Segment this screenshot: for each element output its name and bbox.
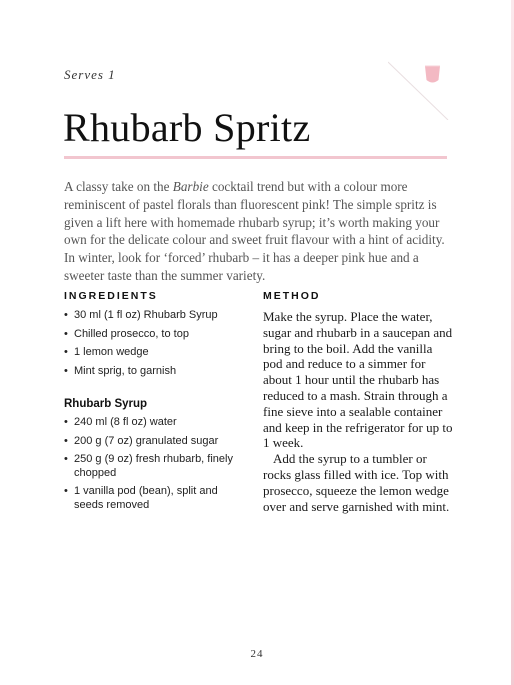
syrup-ingredients-list [64, 416, 244, 512]
list-item: • Mint sprig, to garnish [64, 365, 244, 379]
intro-emphasis: Barbie [172, 179, 209, 194]
intro-text-start: A classy take on the [64, 179, 173, 194]
list-item: • 250 g (9 oz) fresh rhubarb, finely chopped [64, 453, 244, 480]
intro-text-end: cocktail trend but with a colour more reminiscent of pastel florals than fluorescent pink! The simple spritz is given a lift here with homemade rhubarb syrup; it’s worth making your own for the delicate colour and sweet fruit flavour with a hint of acidity. In winter, look for ‘forced’ rhubarb – it has a deeper pink hue and a sweeter taste than the summer variety. [64, 179, 445, 283]
ingredients-column [64, 290, 244, 517]
recipe-title: Rhubarb Spritz [63, 105, 311, 150]
method-step-2: Add the syrup to a tumbler or rocks glass filled with ice. Top with prosecco, squeeze the lemon wedge over and serve garnished with mint. [263, 451, 450, 514]
ingredients-list [64, 309, 244, 378]
ingredients-heading: INGREDIENTS [64, 290, 158, 302]
list-item: • 1 lemon wedge [64, 346, 244, 360]
page-number: 24 [250, 648, 264, 660]
list-item: • 30 ml (1 fl oz) Rhubarb Syrup [64, 309, 244, 323]
syrup-subheading: Rhubarb Syrup [64, 398, 148, 410]
method-step-1: Make the syrup. Place the water, sugar and rhubarb in a saucepan and bring to the boil. Add the vanilla pod and reduce to a simmer for about 1 hour until the rhubarb has reduced to a mash. Strain through a fine sieve into a sealable container and keep in the refrigerator for up to 1 week. [263, 309, 453, 451]
list-item: • Chilled prosecco, to top [64, 328, 244, 342]
serves-label: Serves 1 [64, 67, 116, 82]
list-item: • 240 ml (8 fl oz) water [64, 416, 244, 430]
method-heading: METHOD [263, 290, 321, 302]
intro-paragraph [64, 178, 448, 285]
list-item: • 1 vanilla pod (bean), split and seeds removed [64, 485, 244, 512]
tumbler-glass-icon [388, 58, 450, 120]
title-divider [64, 156, 447, 159]
list-item: • 200 g (7 oz) granulated sugar [64, 435, 244, 449]
method-column [263, 290, 453, 514]
